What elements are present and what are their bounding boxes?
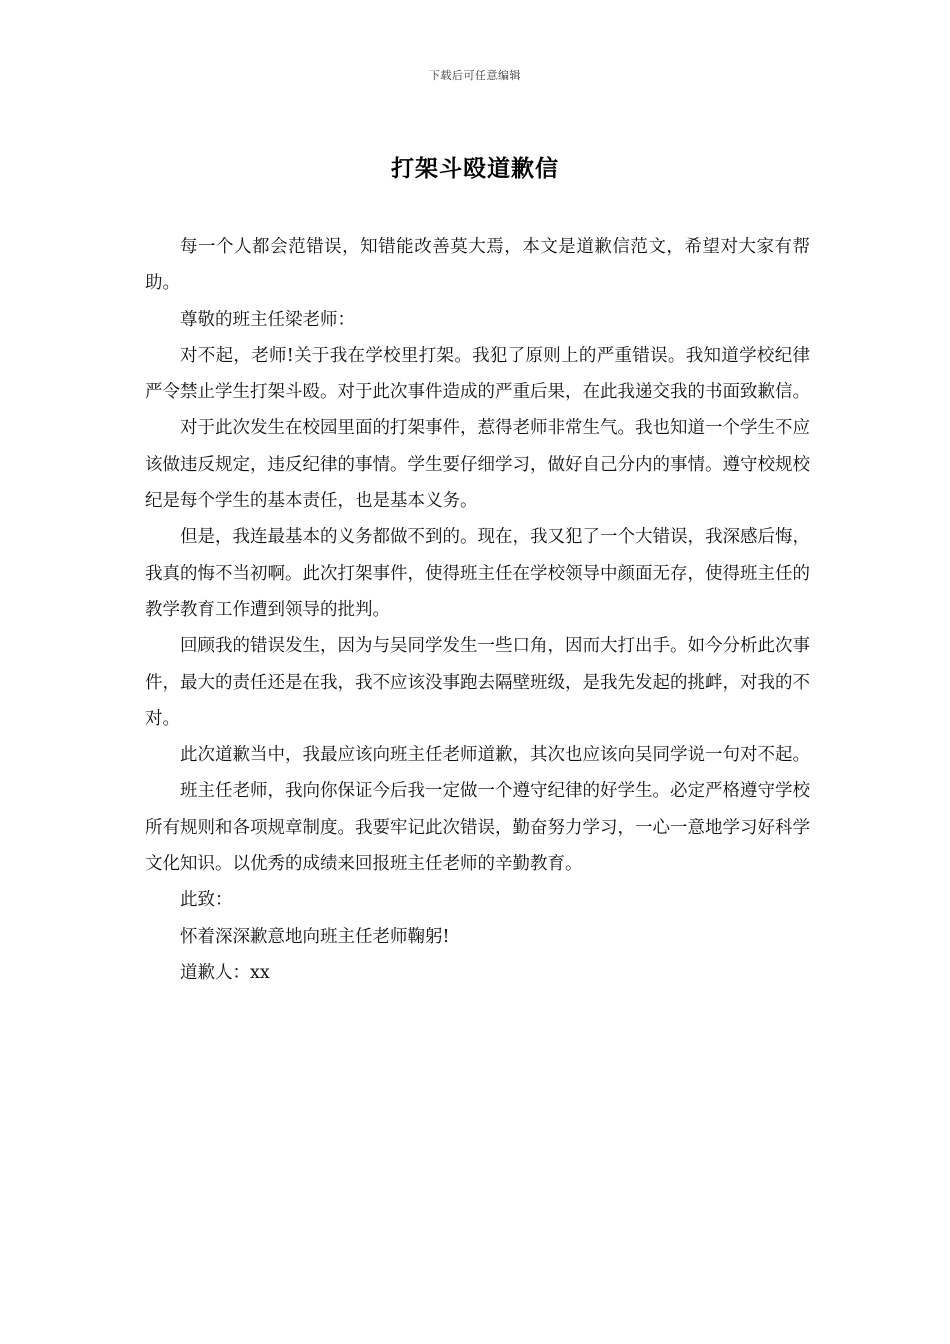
header-note: 下载后可任意编辑 bbox=[429, 69, 521, 82]
intro-paragraph: 每一个人都会范错误，知错能改善莫大焉，本文是道歉信范文，希望对大家有帮助。 bbox=[145, 237, 810, 294]
document-title: 打架斗殴道歉信 bbox=[391, 155, 559, 182]
salutation: 尊敬的班主任梁老师： bbox=[180, 309, 355, 330]
body-paragraph: 但是，我连最基本的义务都做不到的。现在，我又犯了一个大错误，我深感后悔，我真的悔不当初啊。此次打架事件，使得班主任在学校领导中颜面无存，使得班主任的教学教育工作遭到领导的批判。 bbox=[145, 527, 810, 620]
closing: 此致： bbox=[180, 890, 233, 911]
closing-remark: 怀着深深歉意地向班主任老师鞠躬! bbox=[180, 926, 450, 947]
body-paragraph: 此次道歉当中，我最应该向班主任老师道歉，其次也应该向吴同学说一句对不起。 bbox=[180, 745, 810, 766]
signature: 道歉人：xx bbox=[180, 962, 270, 983]
body-paragraph: 班主任老师，我向你保证今后我一定做一个遵守纪律的好学生。必定严格遵守学校所有规则和各项规章制度。我要牢记此次错误，勤奋努力学习，一心一意地学习好科学文化知识。以优秀的成绩来回报班主任老师的辛勤教育。 bbox=[145, 781, 810, 875]
body-paragraph: 对不起，老师!关于我在学校里打架。我犯了原则上的严重错误。我知道学校纪律严令禁止学生打架斗殴。对于此次事件造成的严重后果，在此我递交我的书面致歉信。 bbox=[145, 345, 810, 403]
body-paragraph: 回顾我的错误发生，因为与吴同学发生一些口角，因而大打出手。如今分析此次事件，最大的责任还是在我，我不应该没事跑去隔壁班级，是我先发起的挑衅，对我的不对。 bbox=[145, 636, 810, 729]
document-body bbox=[145, 229, 810, 991]
body-paragraph: 对于此次发生在校园里面的打架事件，惹得老师非常生气。我也知道一个学生不应该做违反规定，违反纪律的事情。学生要仔细学习，做好自己分内的事情。遵守校规校纪是每个学生的基本责任，也是基本义务。 bbox=[145, 418, 810, 512]
